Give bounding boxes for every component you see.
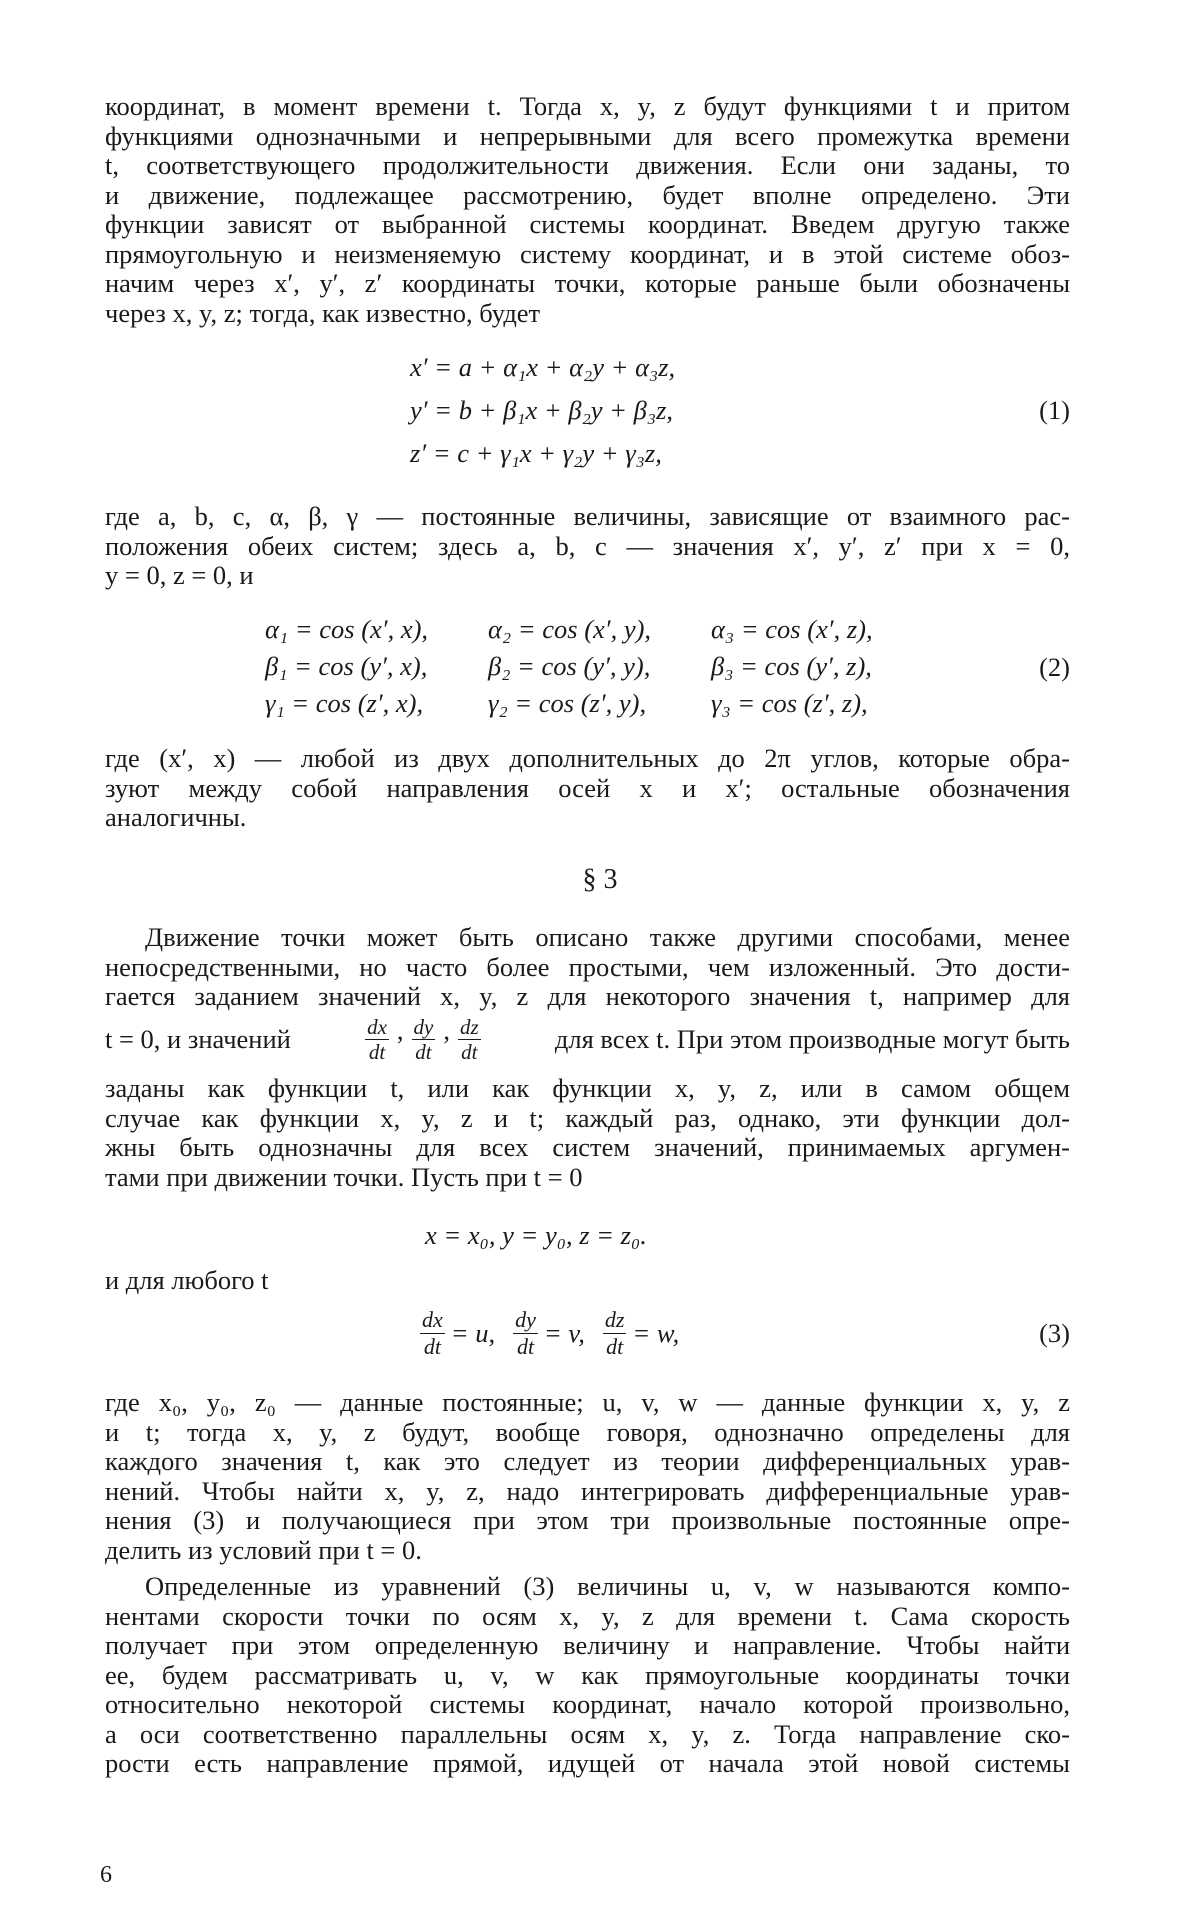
fraction-denominator: dt <box>368 1039 386 1064</box>
equation-3 <box>420 1298 679 1368</box>
text-line: случае как функции x, y, z и t; каждый раз, однако, эти функции дол- <box>105 1102 1070 1133</box>
text-line: прямоугольную и неизменяемую систему координат, и в этой системе обоз- <box>105 238 1070 269</box>
text-line: получает при этом определенную величину и направление. Чтобы найти <box>105 1630 1070 1660</box>
text-fragment: для всех t. При этом производные могут быть <box>554 1023 1070 1054</box>
text-line: t, соответствующего продолжительности движения. Если они заданы, то <box>105 150 1070 180</box>
text-line: делить из условий при t = 0. <box>105 1534 422 1565</box>
equation-cell: α₃ = cos (x′, z), <box>711 614 873 644</box>
equation-cell: β₃ = cos (y′, z), <box>711 651 872 681</box>
fraction-denominator: dt <box>415 1039 432 1064</box>
text-line: функции зависят от выбранной системы координат. Введем другую также <box>105 209 1070 239</box>
fraction-numerator: dy <box>413 1014 434 1039</box>
text-line: и движение, подлежащее рассмотрению, будет вполне определено. Эти <box>105 179 1070 210</box>
text-line: функциями однозначными и непрерывными для всего промежутка времени <box>105 120 1070 151</box>
text-line: где (x′, x) — любой из двух дополнительных до 2π углов, которые обра- <box>105 743 1070 773</box>
equation-cell: γ₂ = cos (z′, y), <box>488 688 647 718</box>
fraction <box>365 1015 389 1064</box>
text-line: Определенные из уравнений (3) величины u, v, w называются компо- <box>145 1571 1070 1601</box>
text-line: а оси соответственно параллельны осям x, y, z. Тогда направление ско- <box>105 1718 1070 1749</box>
fraction-denominator: dt <box>461 1039 478 1064</box>
equation-2 <box>265 614 873 725</box>
fraction-denominator: dt <box>423 1333 441 1359</box>
comma: , <box>443 1014 450 1045</box>
text-line: тами при движении точки. Пусть при t = 0 <box>105 1161 583 1192</box>
equation-1 <box>410 352 675 481</box>
section-title: § 3 <box>582 864 618 895</box>
text-line: начим через x′, y′, z′ координаты точки, которые раньше были обозначены <box>105 268 1070 298</box>
equation-row <box>265 651 873 688</box>
text-line: координат, в момент времени t. Тогда x, y, z будут функциями t и притом <box>105 91 1070 121</box>
equation-line: y′ = b + β₁x + β₂y + β₃z, <box>410 395 674 425</box>
text-line: Движение точки может быть описано также другими способами, менее <box>145 922 1070 952</box>
derivative-line <box>105 1010 1070 1068</box>
equation-cell: α₂ = cos (x′, y), <box>488 614 652 644</box>
fraction-numerator: dy <box>515 1306 536 1332</box>
equation-number-3: (3) <box>1039 1318 1070 1348</box>
equation-cell: γ₁ = cos (z′, x), <box>265 688 424 718</box>
fraction-numerator: dx <box>367 1014 387 1039</box>
text-line: и t; тогда x, y, z будут, вообще говоря, однозначно определены для <box>105 1416 1070 1447</box>
text-line: нентами скорости точки по осям x, y, z для времени t. Сама скорость <box>105 1600 1070 1631</box>
text-line: жны быть однозначны для всех систем значений, принимаемых аргумен- <box>105 1132 1070 1162</box>
equation-rhs: = u, <box>450 1317 496 1348</box>
fraction-numerator: dz <box>459 1014 479 1039</box>
paragraph-intro <box>105 92 1070 328</box>
text-line: нений. Чтобы найти x, y, z, надо интегрировать дифференциальные урав- <box>105 1475 1070 1506</box>
text-line: ее, будем рассматривать u, v, w как прямоугольные координаты точки <box>105 1659 1070 1690</box>
equation-cell: β₁ = cos (y′, x), <box>265 651 428 681</box>
fraction-numerator: dz <box>604 1306 625 1332</box>
text-fragment: t = 0, и значений <box>105 1023 291 1054</box>
fraction <box>603 1307 627 1360</box>
equation-line: x′ = a + α₁x + α₂y + α₃z, <box>410 352 676 382</box>
fraction-denominator: dt <box>516 1333 535 1359</box>
text-line: гается заданием значений x, y, z для некоторого значения t, например для <box>105 981 1070 1011</box>
paragraph-methods <box>105 923 1070 1012</box>
text-line: рости есть направление прямой, идущей от начала этой новой системы <box>105 1748 1070 1778</box>
equation-term <box>513 1307 585 1360</box>
paragraph-methods-continued <box>105 1074 1070 1192</box>
equation-cell: α₁ = cos (x′, x), <box>265 614 429 644</box>
equation-term <box>420 1307 495 1360</box>
equation-row <box>265 614 873 651</box>
equation-cell: γ₃ = cos (z′, z), <box>711 688 868 718</box>
text-line: каждого значения t, как это следует из теории дифференциальных урав- <box>105 1446 1070 1476</box>
fraction-denominator: dt <box>606 1333 624 1359</box>
paragraph-integration <box>105 1388 1070 1565</box>
text-line: через x, y, z; тогда, как известно, будет <box>105 297 541 328</box>
equation-line: z′ = c + γ₁x + γ₂y + γ₃z, <box>410 438 662 468</box>
derivative-fractions <box>365 1015 481 1064</box>
fraction <box>420 1307 445 1360</box>
comma: , <box>396 1014 404 1045</box>
paragraph-velocity <box>105 1572 1070 1779</box>
text-line: нения (3) и получающиеся при этом три произвольные постоянные опре- <box>105 1505 1070 1535</box>
text-line: аналогичны. <box>105 802 247 832</box>
fraction <box>412 1015 436 1064</box>
equation-number-1: (1) <box>1039 395 1070 425</box>
text-line: относительно некоторой системы координат, начало которой произвольно, <box>105 1689 1070 1719</box>
text-line: где x₀, y₀, z₀ — данные постоянные; u, v, w — данные функции x, y, z <box>105 1387 1070 1417</box>
equation-rhs: = w, <box>632 1317 680 1348</box>
text-line: и для любого t <box>105 1265 269 1295</box>
text-line: зуют между собой направления осей x и x′; остальные обозначения <box>105 772 1070 803</box>
text-line: непосредственными, но часто более простыми, чем изложенный. Это дости- <box>105 951 1070 982</box>
equation-number-2: (2) <box>1039 652 1070 682</box>
equation-term <box>603 1307 679 1360</box>
page-number: 6 <box>100 1862 112 1888</box>
text-line: положения обеих систем; здесь a, b, c — значения x′, y′, z′ при x = 0, <box>105 530 1070 561</box>
fraction-numerator: dx <box>422 1306 443 1332</box>
text-line: где a, b, c, α, β, γ — постоянные величины, зависящие от взаимного рас- <box>105 501 1070 531</box>
equation-row <box>265 688 873 725</box>
fraction <box>513 1307 538 1360</box>
paragraph-for-any-t <box>105 1266 1070 1296</box>
equation-rhs: = v, <box>543 1317 585 1348</box>
text-line: y = 0, z = 0, и <box>105 560 254 590</box>
paragraph-constants <box>105 502 1070 591</box>
paragraph-angles <box>105 744 1070 833</box>
fraction <box>458 1015 481 1064</box>
initial-conditions-equation: x = x₀, y = y₀, z = z₀. <box>425 1220 647 1250</box>
text-line: заданы как функции t, или как функции x, y, z, или в самом общем <box>105 1073 1070 1103</box>
equation-cell: β₂ = cos (y′, y), <box>488 651 651 681</box>
